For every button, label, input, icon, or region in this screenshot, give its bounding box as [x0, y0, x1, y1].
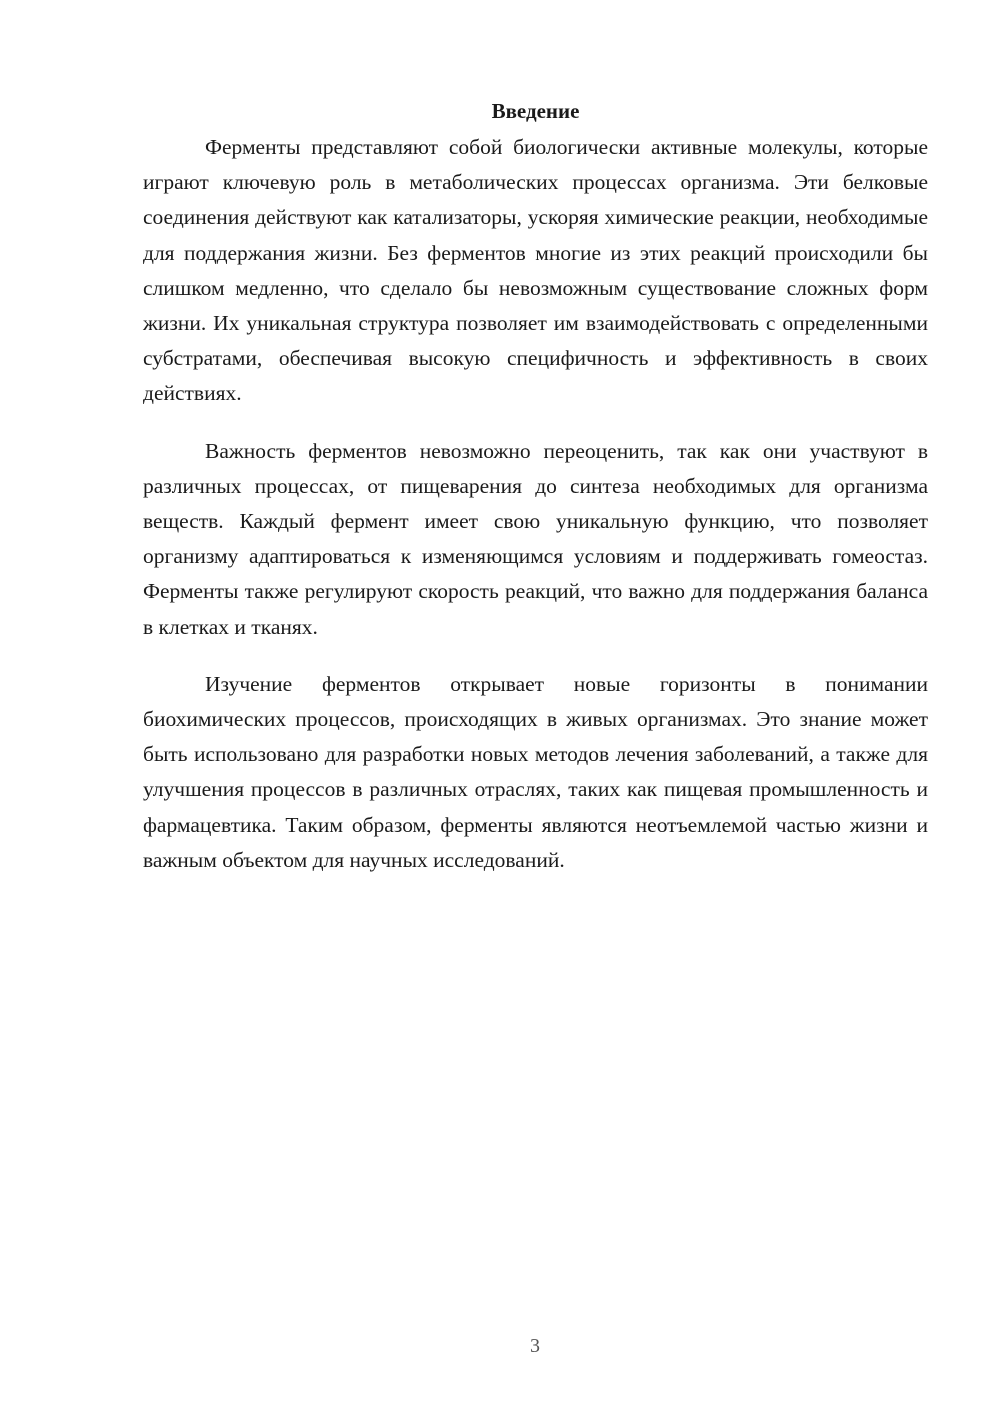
page-number: 3 [530, 1335, 540, 1357]
paragraph-1: Ферменты представляют собой биологически активные молекулы, которые играют ключевую роль в метаболических процессах организма. Эти белковые соединения действуют как катализаторы, ускоряя химические реакции, необходимые для поддержания жизни. Без ферментов многие из этих реакций происходили бы слишком медленно, что сделало бы невозможным существование сложных форм жизни. Их уникальная структура позволяет им взаимодействовать с определенными субстратами, обеспечивая высокую специфичность и эффективность в своих действиях. [143, 135, 928, 406]
paragraph-3: Изучение ферментов открывает новые горизонты в понимании биохимических процессов, происходящих в живых организмах. Это знание может быть использовано для разработки новых методов лечения заболеваний, а также для улучшения процессов в различных отраслях, таких как пищевая промышленность и фармацевтика. Таким образом, ферменты являются неотъемлемой частью жизни и важным объектом для научных исследований. [143, 671, 928, 872]
page-content [143, 96, 928, 900]
paragraph-2: Важность ферментов невозможно переоценить, так как они участвуют в различных процессах, от пищеварения до синтеза необходимых для организма веществ. Каждый фермент имеет свою уникальную функцию, что позволяет организму адаптироваться к изменяющимся условиям и поддерживать гомеостаз. Ферменты также регулируют скорость реакций, что важно для поддержания баланса в клетках и тканях. [143, 438, 928, 639]
section-heading: Введение [491, 99, 580, 123]
